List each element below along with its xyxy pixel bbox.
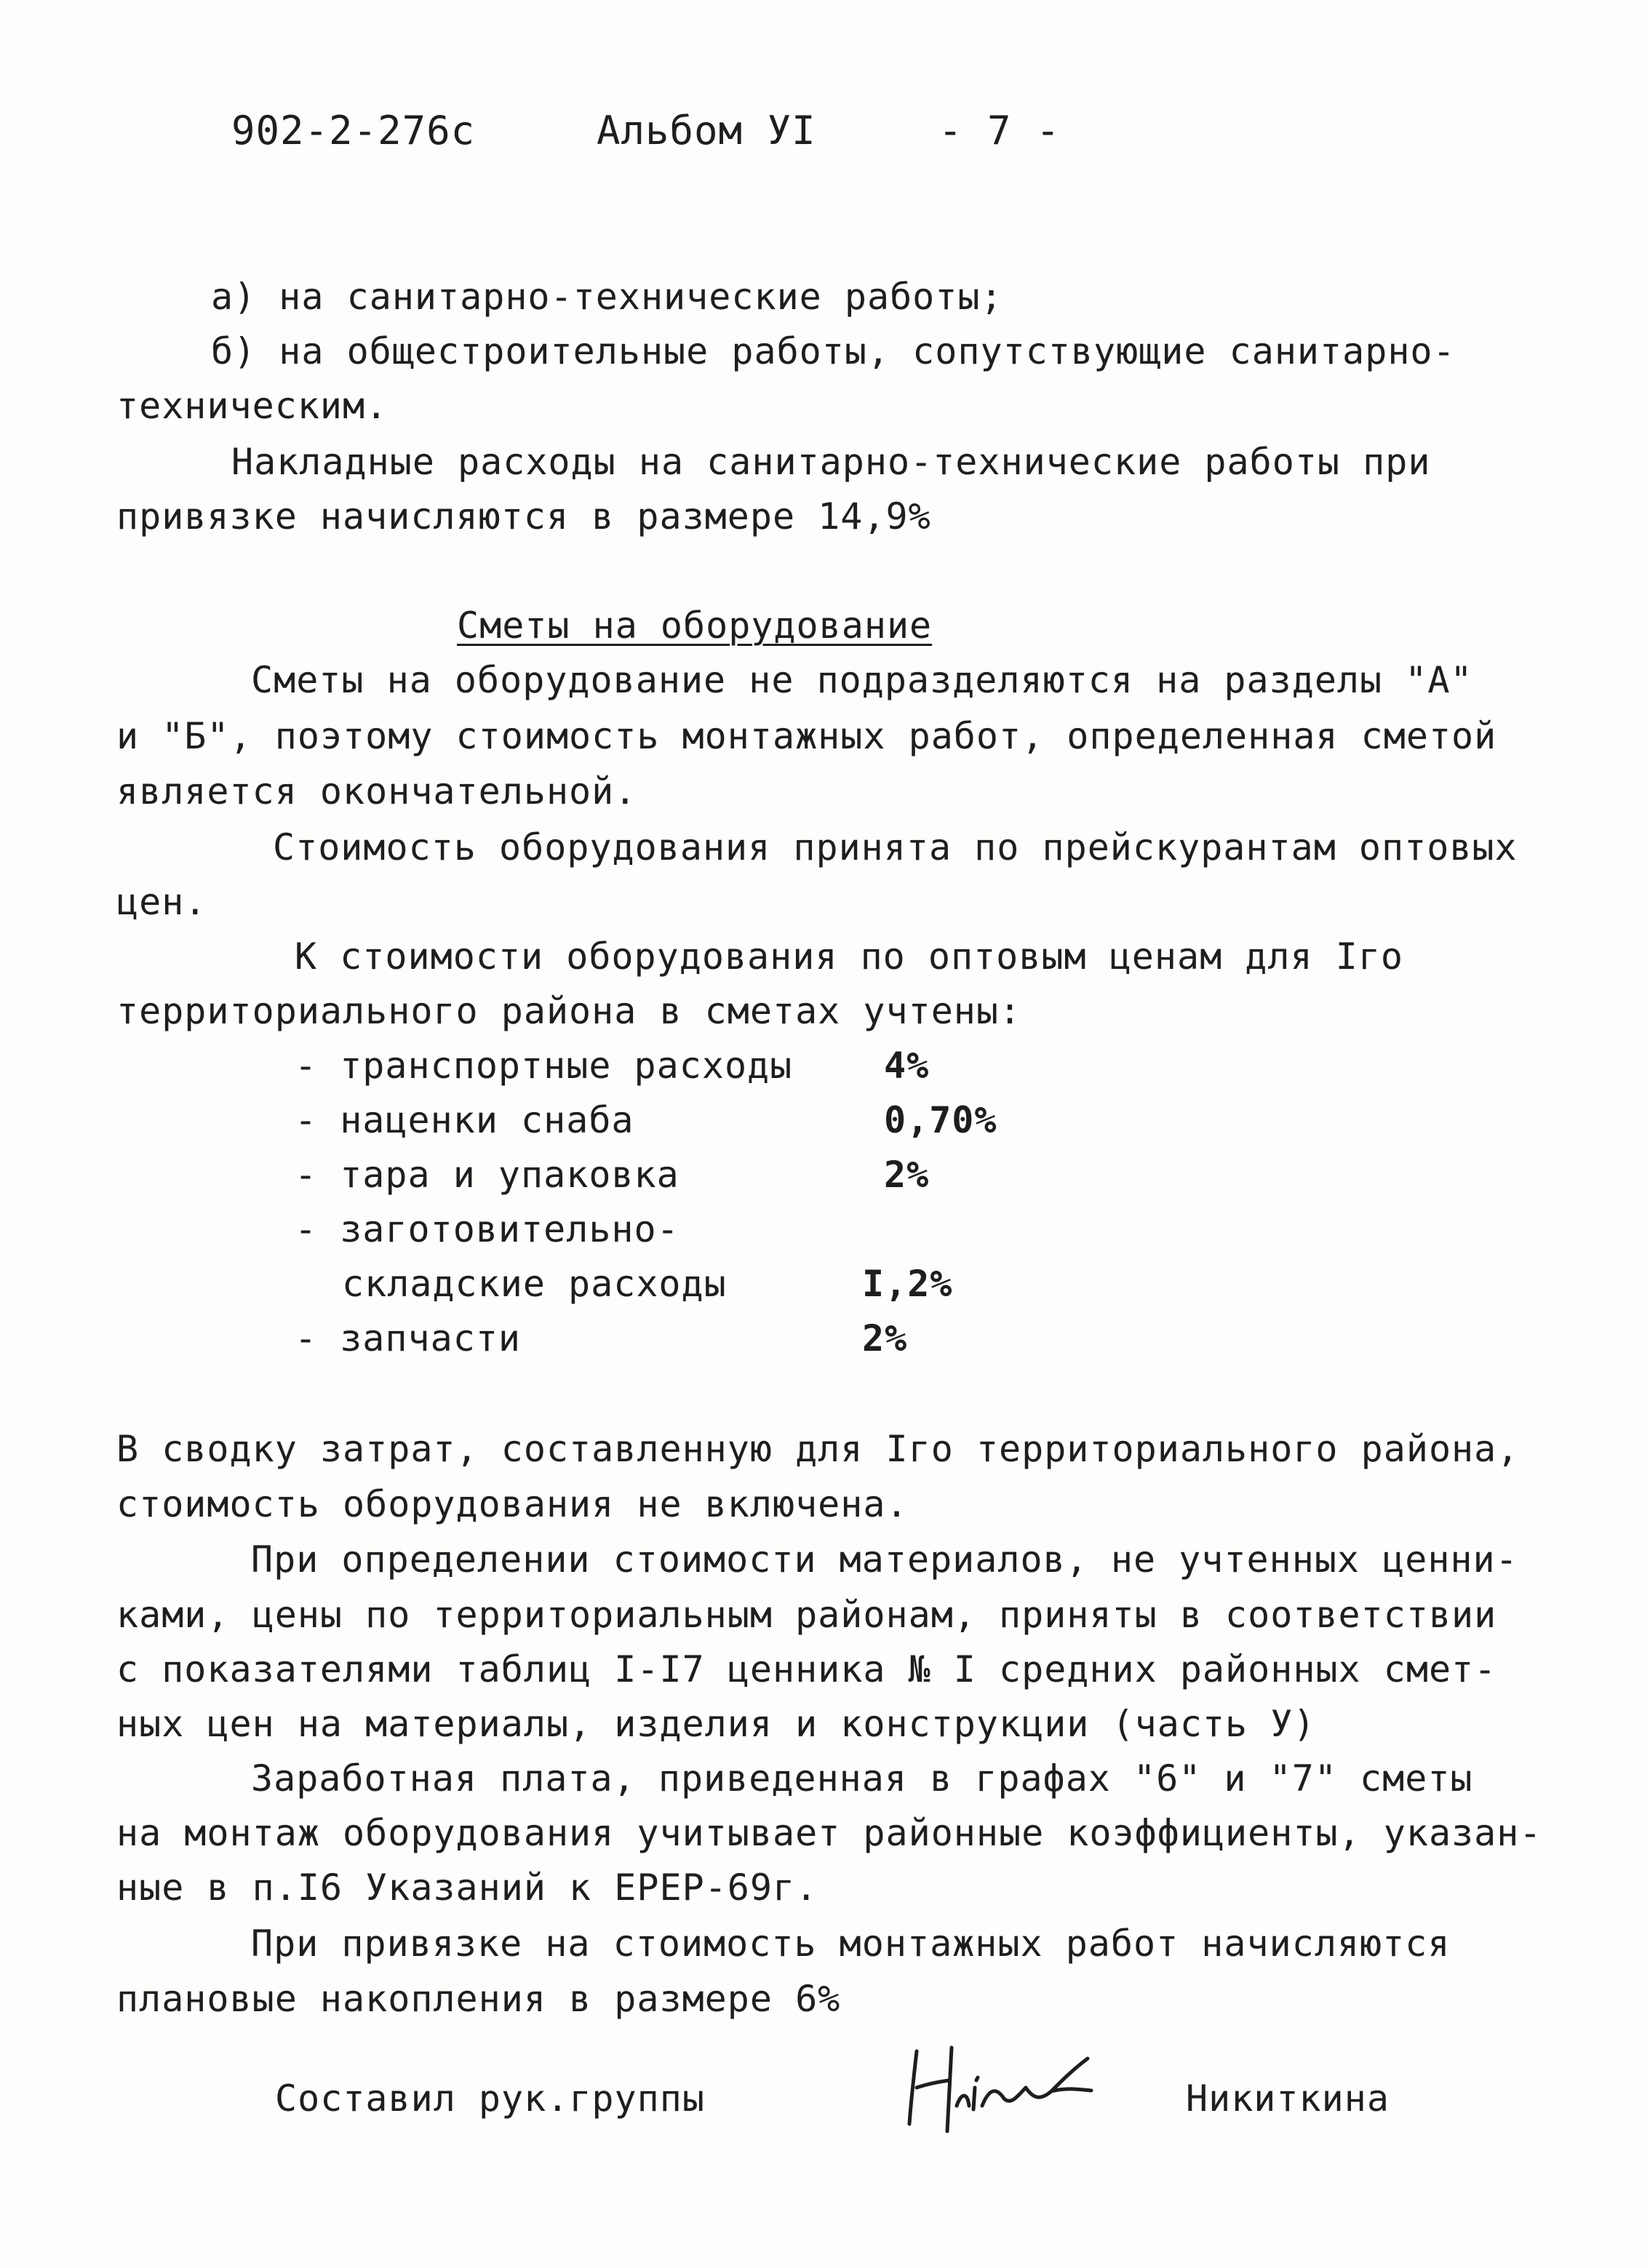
p1-line1: Сметы на оборудование не подразделяются на разделы "А" (251, 659, 1473, 701)
surcharge-label: - транспортные расходы (295, 1045, 793, 1087)
p5-line4: ных цен на материалы, изделия и конструкции (часть У) (116, 1703, 1316, 1745)
surcharge-label: складские расходы (342, 1263, 727, 1305)
signature-image (895, 2037, 1113, 2139)
p1-line3: является окончательной. (116, 770, 637, 812)
item-a: а) на санитарно-технические работы; (211, 276, 1003, 318)
p3-line1: К стоимости оборудования по оптовым ценам для Iго (295, 935, 1404, 978)
p6-line1: Заработная плата, приведенная в графах "6" и "7" сметы (251, 1757, 1473, 1800)
item-b-line2: техническим. (116, 385, 388, 427)
p3-line2: территориального района в сметах учтены: (116, 990, 1022, 1032)
compiler-name: Никиткина (1186, 2077, 1390, 2120)
surcharge-value: 4% (884, 1045, 930, 1087)
surcharge-value: 2% (884, 1154, 930, 1196)
p2-line1: Стоимость оборудования принята по прейскурантам оптовых (273, 826, 1518, 869)
surcharge-label: - наценки снаба (295, 1099, 634, 1141)
overhead-line1: Накладные расходы на санитарно-технические работы при (231, 441, 1431, 483)
p5-line1: При определении стоимости материалов, не учтенных ценни- (251, 1538, 1518, 1581)
item-b-line1: б) на общестроительные работы, сопутствующие санитарно- (211, 330, 1456, 372)
p7-line2: плановые накопления в размере 6% (116, 1978, 841, 2020)
p1-line2: и "Б", поэтому стоимость монтажных работ, определенная сметой (116, 715, 1497, 757)
p6-line2: на монтаж оборудования учитывает районные коэффициенты, указан- (116, 1812, 1542, 1854)
section-heading: Сметы на оборудование (457, 604, 933, 647)
p5-line2: ками, цены по территориальным районам, приняты в соответствии (116, 1594, 1497, 1636)
p6-line3: ные в п.I6 Указаний к ЕРЕР-69г. (116, 1866, 818, 1909)
surcharge-label: - заготовительно- (295, 1208, 679, 1250)
p2-line2: цен. (116, 881, 207, 923)
surcharge-value: 2% (862, 1317, 908, 1359)
p7-line1: При привязке на стоимость монтажных работ начисляются (251, 1922, 1451, 1965)
surcharge-label: - запчасти (295, 1317, 522, 1359)
surcharge-value: I,2% (862, 1263, 953, 1305)
surcharge-value: 0,70% (884, 1099, 997, 1141)
p5-line3: с показателями таблиц I-I7 ценника № I средних районных смет- (116, 1648, 1497, 1690)
document-code: 902-2-276с (231, 108, 476, 153)
p4-line1: В сводку затрат, составленную для Iго территориального района, (116, 1428, 1520, 1470)
overhead-line2: привязке начисляются в размере 14,9% (116, 495, 931, 538)
page-number: - 7 - (938, 108, 1061, 153)
p4-line2: стоимость оборудования не включена. (116, 1483, 909, 1525)
album-number: Альбом УI (597, 108, 816, 153)
compiled-by-label: Составил рук.группы (275, 2077, 705, 2120)
surcharge-label: - тара и упаковка (295, 1154, 679, 1196)
